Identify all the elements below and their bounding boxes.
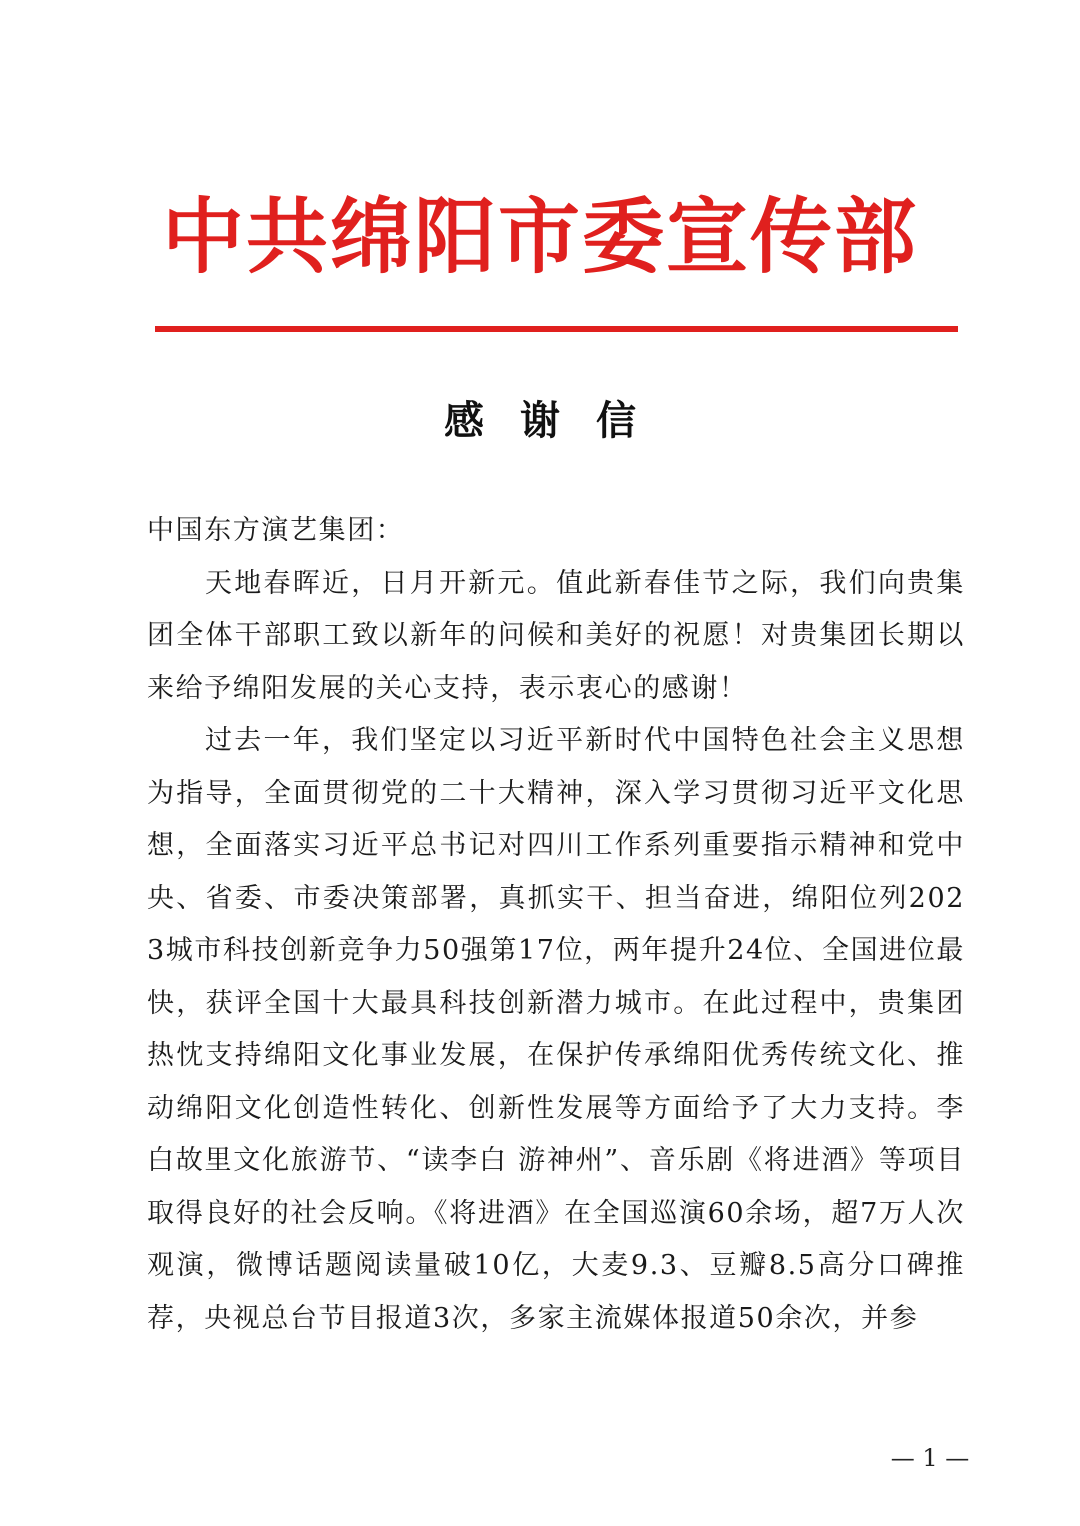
paragraph-greeting: 天地春晖近，日月开新元。值此新春佳节之际，我们向贵集团全体干部职工致以新年的问候和美好的祝愿！对贵集团长期以来给予绵阳发展的关心支持，表示衷心的感谢！ bbox=[147, 567, 965, 704]
salutation: 中国东方演艺集团： bbox=[147, 515, 405, 546]
red-divider-line bbox=[155, 326, 958, 332]
paragraph-achievements: 过去一年，我们坚定以习近平新时代中国特色社会主义思想为指导，全面贯彻党的二十大精神，深入学习贯彻习近平文化思想，全面落实习近平总书记对四川工作系列重要指示精神和党中央、省委、市委决策部署，真抓实干、担当奋进，绵阳位列2023城市科技创新竞争力50强第17位，两年提升24位、全国进位最快，获评全国十大最具科技创新潜力城市。在此过程中，贵集团热忱支持绵阳文化事业发展，在保护传承绵阳优秀传统文化、推动绵阳文化创造性转化、创新性发展等方面给予了大力支持。李白故里文化旅游节、“读李白 游神州”、音乐剧《将进酒》等项目取得良好的社会反响。《将进酒》在全国巡演60余场，超7万人次观演，微博话题阅读量破10亿，大麦9.3、豆瓣8.5高分口碑推荐，央视总台节目报道3次，多家主流媒体报道50余次，并参 bbox=[147, 725, 965, 1334]
page-number: — 1 — bbox=[890, 1444, 970, 1472]
organization-header: 中共绵阳市委宣传部 bbox=[161, 190, 918, 285]
letter-body bbox=[147, 505, 965, 1345]
letter-title: 感谢信 bbox=[444, 397, 672, 444]
